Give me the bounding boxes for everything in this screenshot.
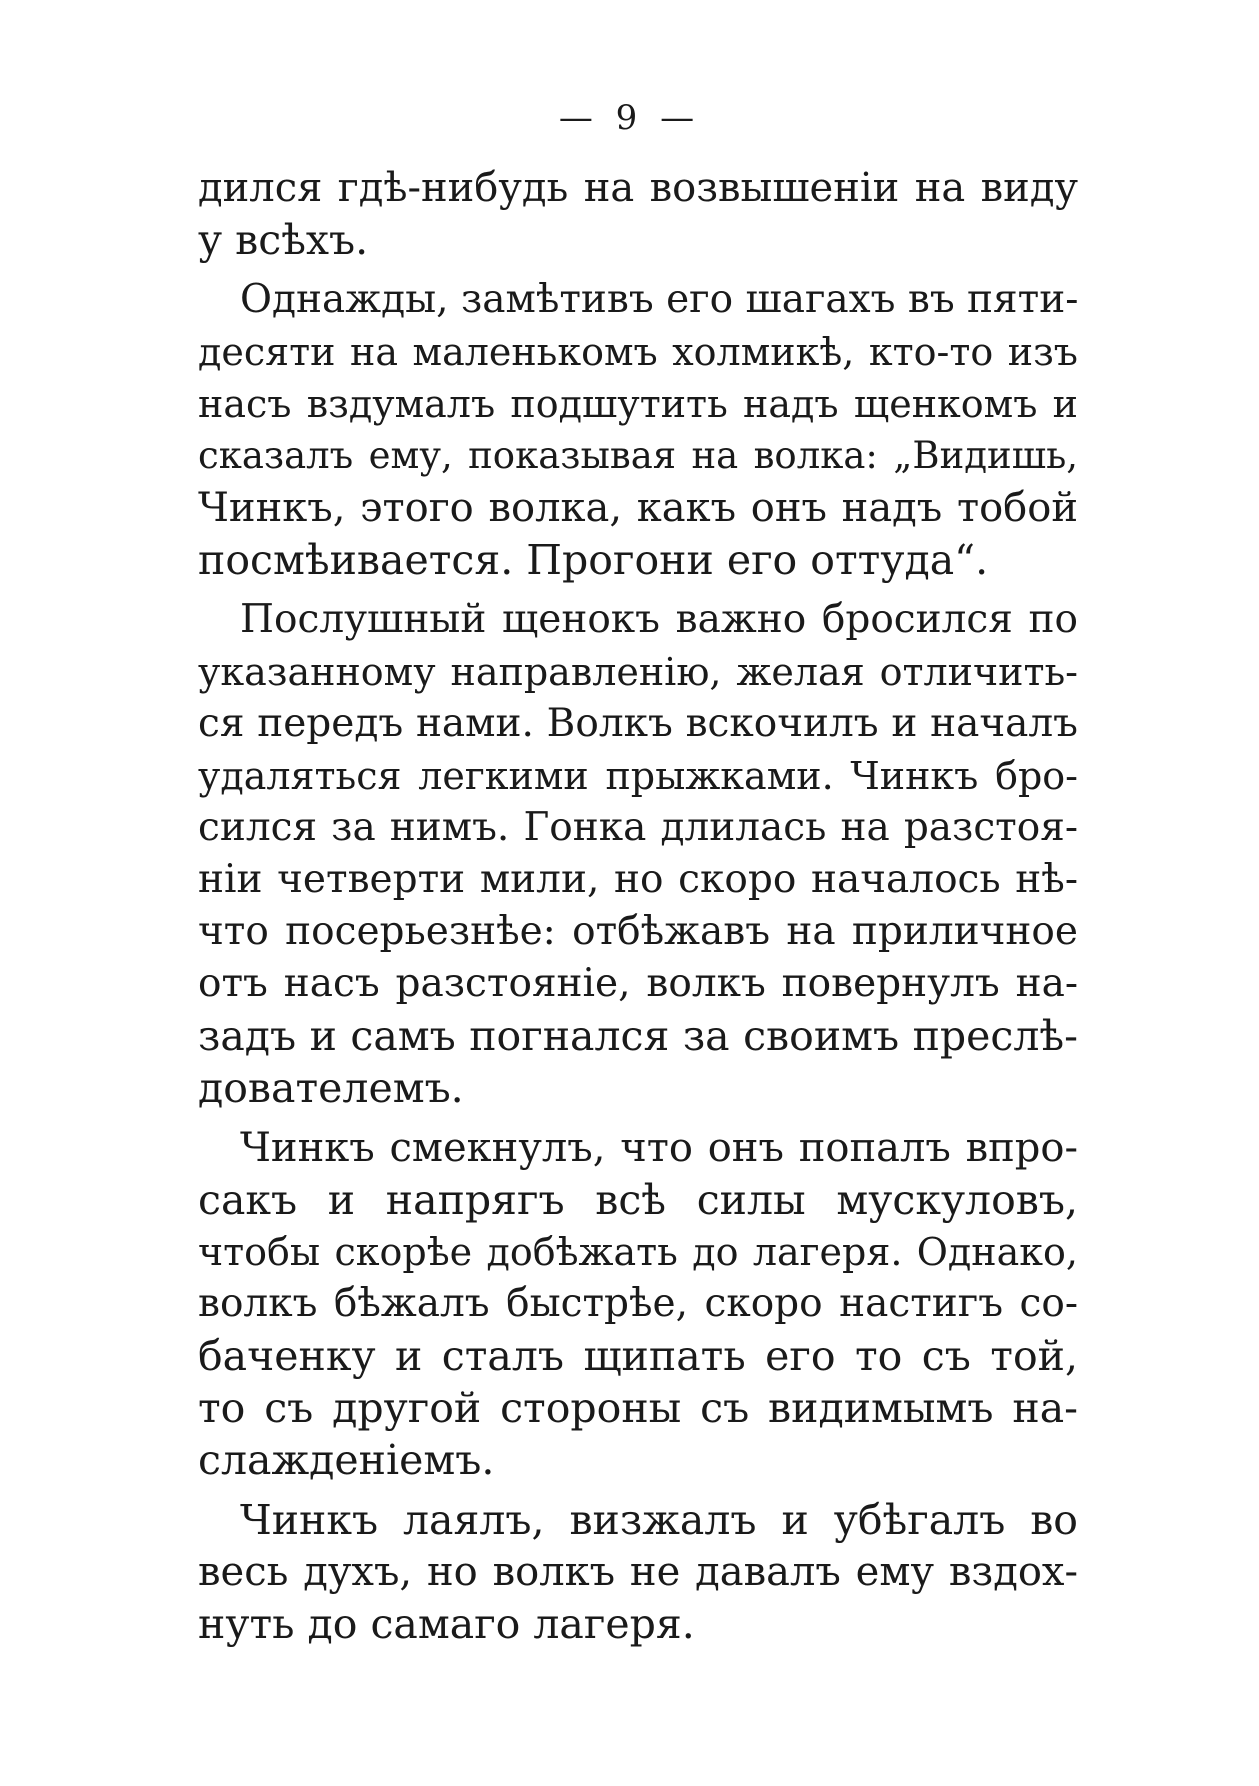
page-number: — 9 — <box>558 98 701 138</box>
text-line: сказалъ ему, показывая на волка: „Видишь, <box>198 434 1078 477</box>
text-line: Чинкъ смекнулъ, что онъ попалъ впро- <box>240 1125 1078 1171</box>
text-line: слажденiемъ. <box>198 1436 495 1484</box>
text-line: сился за нимъ. Гонка длилась на разстоя- <box>198 805 1078 850</box>
text-line: десяти на маленькомъ холмикѣ, кто-то изъ <box>198 330 1078 374</box>
text-line: что посерьезнѣе: отбѣжавъ на приличное <box>198 909 1078 954</box>
text-line: баченку и сталъ щипать его то съ той, <box>198 1332 1078 1380</box>
text-line: Чинкъ, этого волка, какъ онъ надъ тобой <box>198 485 1078 531</box>
text-line: нiи четверти мили, но скоро началось нѣ- <box>198 857 1078 902</box>
text-line: нуть до самаго лагеря. <box>198 1600 695 1648</box>
paragraph <box>198 274 1078 586</box>
text-line: удаляться легкими прыжками. Чинкъ бро- <box>198 754 1078 798</box>
text-line: Чинкъ лаялъ, визжалъ и убѣгалъ во <box>240 1496 1078 1544</box>
paragraph <box>198 594 1078 1114</box>
body-text <box>198 162 1078 1650</box>
text-line: дился гдѣ-нибудь на возвышенiи на виду <box>198 165 1078 211</box>
text-line: задъ и самъ погнался за своимъ преслѣ- <box>198 1012 1078 1060</box>
text-line: весь духъ, но волкъ не давалъ ему вздох- <box>198 1549 1078 1595</box>
text-line: сакъ и напрягъ всѣ силы мускуловъ, <box>198 1176 1078 1224</box>
paragraph <box>198 1494 1078 1650</box>
text-line: чтобы скорѣе добѣжать до лагеря. Однако, <box>198 1230 1078 1274</box>
text-line: насъ вздумалъ подшутить надъ щенкомъ и <box>198 382 1078 426</box>
text-line: отъ насъ разстоянiе, волкъ повернулъ на- <box>198 961 1078 1006</box>
paragraph <box>198 162 1078 266</box>
text-line: Послушный щенокъ важно бросился по <box>240 597 1078 642</box>
text-line: дователемъ. <box>198 1064 464 1112</box>
text-line: посмѣивается. Прогони его оттуда“. <box>198 536 989 584</box>
text-line: ся передъ нами. Волкъ вскочилъ и началъ <box>198 701 1078 746</box>
text-line: у всѣхъ. <box>198 216 369 264</box>
text-line: указанному направленiю, желая отличить- <box>198 650 1078 694</box>
paragraph <box>198 1122 1078 1486</box>
text-line: Однажды, замѣтивъ его шагахъ въ пяти- <box>240 277 1079 322</box>
text-line: то съ другой стороны съ видимымъ на- <box>198 1384 1078 1432</box>
text-line: волкъ бѣжалъ быстрѣе, скоро настигъ со- <box>198 1281 1078 1326</box>
